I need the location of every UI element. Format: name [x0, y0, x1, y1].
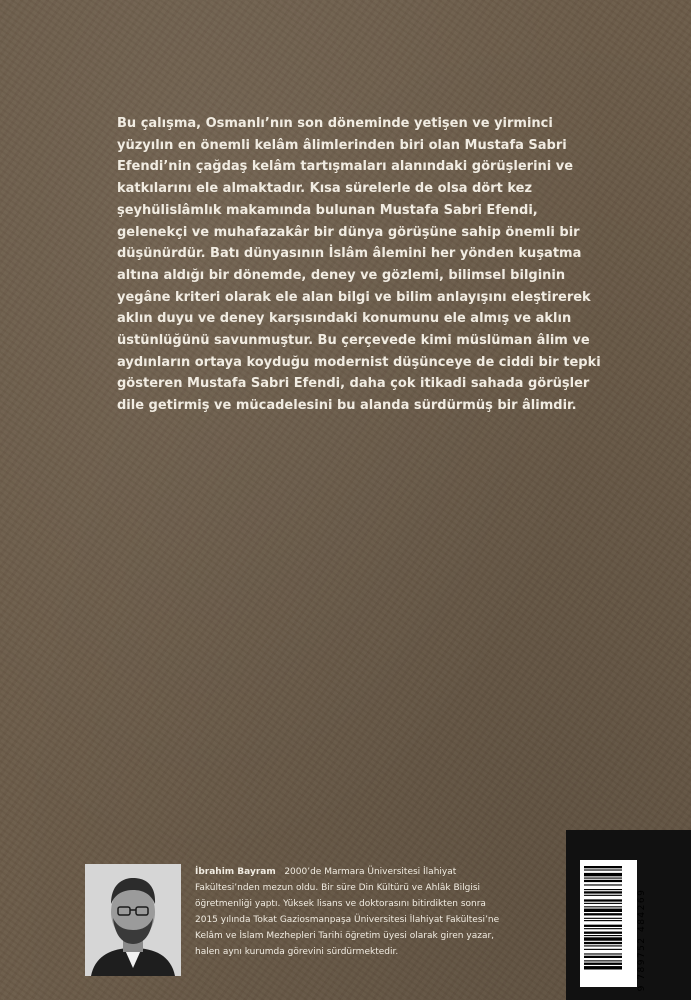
- blurb-line: şeyhülislâmlık makamında bulunan Mustafa Sabri Efendi,: [117, 202, 538, 218]
- barcode-bar: [584, 899, 622, 901]
- barcode-bar: [584, 966, 622, 969]
- blurb-line: dile getirmiş ve mücadelesini bu alanda sürdürmüş bir âlimdir.: [117, 398, 577, 414]
- blurb-line: düşünürdür. Batı dünyasının İslâm âlemini her yönden kuşatma: [117, 246, 582, 262]
- barcode-bar: [584, 945, 622, 946]
- barcode-bar: [584, 963, 622, 965]
- barcode-bar: [584, 869, 622, 870]
- back-cover-blurb: [117, 113, 601, 417]
- barcode-bar: [584, 942, 622, 944]
- bio-line: Kelâm ve İslam Mezhepleri Tarihi öğretim üyesi olarak giren yazar,: [195, 931, 495, 941]
- barcode-bars-icon: [580, 860, 637, 987]
- author-bio: [195, 864, 531, 960]
- barcode-bar: [584, 906, 622, 907]
- barcode-bar: [584, 935, 622, 936]
- barcode-bar: [584, 920, 622, 921]
- barcode-bar: [584, 953, 622, 954]
- barcode-bar: [584, 928, 622, 929]
- barcode-bar: [584, 903, 622, 904]
- blurb-line: altına aldığı bir dönemde, deney ve gözlemi, bilimsel bilginin: [117, 267, 566, 283]
- bio-line: Fakültesi’nden mezun oldu. Bir süre Din Kültürü ve Ahlâk Bilgisi: [195, 883, 481, 893]
- author-photo: [85, 864, 181, 976]
- barcode-bar: [584, 889, 622, 890]
- blurb-line: gösteren Mustafa Sabri Efendi, daha çok itikadi sahada görüşler: [117, 376, 590, 392]
- bio-line: 2015 yılında Tokat Gaziosmanpaşa Üniversitesi İlahiyat Fakültesi’ne: [195, 915, 500, 925]
- barcode-bar: [584, 878, 622, 879]
- blurb-line: Bu çalışma, Osmanlı’nın son döneminde yetişen ve yirminci: [117, 116, 553, 131]
- blurb-line: katkılarını ele almaktadır. Kısa sürelerle de olsa dört kez: [117, 181, 533, 197]
- bio-line: 2000’de Marmara Üniversitesi İlahiyat: [284, 867, 457, 877]
- bio-first-line: [195, 864, 531, 880]
- blurb-line: yegâne kriteri olarak ele alan bilgi ve bilim anlayışını eleştirerek: [117, 289, 591, 305]
- blurb-line: aydınların ortaya koyduğu modernist düşünceye de ciddi bir tepki: [117, 354, 601, 370]
- author-portrait-icon: [85, 864, 181, 976]
- blurb-line: aklın duyu ve deney karşısındaki konumunu ele almış ve aklın: [117, 311, 572, 327]
- blurb-line: Efendi’nin çağdaş kelâm tartışmaları alanındaki görüşlerini ve: [117, 159, 574, 175]
- barcode-bar: [584, 932, 622, 934]
- blurb-line: yüzyılın en önemli kelâm âlimlerinden biri olan Mustafa Sabri: [117, 137, 567, 153]
- barcode-bar: [584, 873, 622, 876]
- barcode-bar: [584, 956, 622, 958]
- barcode-bar: [584, 960, 622, 961]
- bio-line: halen aynı kurumda görevini sürdürmektedir.: [195, 947, 399, 957]
- barcode-bar: [584, 884, 622, 885]
- isbn-digits: 9 789752 484269: [637, 888, 647, 992]
- barcode-bar: [584, 918, 622, 919]
- barcode-bar: [584, 891, 622, 893]
- barcode-bar: [584, 925, 622, 927]
- barcode-bar: [584, 949, 622, 950]
- barcode-bar: [584, 909, 622, 912]
- blurb-line: gelenekçi ve muhafazakâr bir dünya görüşüne sahip önemli bir: [117, 224, 580, 240]
- barcode-bar: [584, 913, 622, 915]
- barcode-bar: [584, 895, 622, 896]
- blurb-line: üstünlüğünü savunmuştur. Bu çerçevede kimi müslüman âlim ve: [117, 333, 590, 349]
- author-name: İbrahim Bayram: [195, 867, 276, 877]
- barcode-bar: [584, 866, 622, 868]
- bio-line: öğretmenliği yaptı. Yüksek lisans ve doktorasını bitirdikten sonra: [195, 899, 486, 909]
- barcode-bar: [584, 937, 622, 940]
- isbn-barcode: [580, 860, 647, 992]
- barcode-panel: [566, 830, 691, 1000]
- barcode-bar: [584, 880, 622, 882]
